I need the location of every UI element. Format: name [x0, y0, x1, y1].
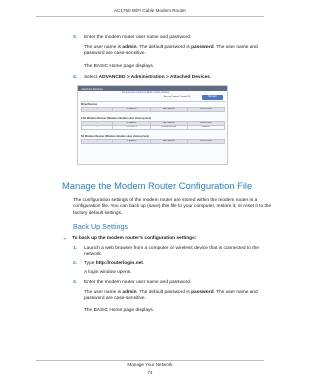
column-header: #: [82, 140, 113, 144]
step-number: 3.: [73, 280, 78, 285]
username-value: admin: [122, 45, 137, 50]
table-cell: Device-01: [187, 126, 224, 130]
step-info: The BASIC Home page displays.: [84, 64, 155, 69]
wired-devices-title: Wired Devices: [81, 103, 98, 106]
info-text: . The default password is: [136, 45, 192, 50]
step-info: [84, 45, 270, 58]
column-header: IP Address: [113, 140, 150, 144]
task-arrow-icon: ➢: [63, 236, 67, 241]
column-header: IP Address: [113, 108, 150, 112]
column-header: MAC Address: [150, 108, 187, 112]
access-control-status: Access Control: Turned Off: [164, 96, 191, 98]
wifi5-devices-title: 5G Wireless Devices (Wireless intruders also show up here): [81, 135, 149, 138]
step-text-pre: Type: [84, 261, 96, 266]
wifi24-devices-title: 2.4G Wireless Devices (Wireless intruders also show up here): [81, 117, 151, 120]
info-text: . The default password is: [136, 290, 192, 295]
info-text: The user name is: [84, 45, 123, 50]
step-text: Enter the modem router user name and password.: [84, 280, 192, 285]
table-row[interactable]: [82, 126, 225, 130]
step-text-pre: Select: [84, 75, 99, 80]
column-header: #: [82, 122, 113, 126]
column-header: MAC Address: [150, 122, 187, 126]
step-text-post: .: [142, 261, 145, 266]
step-number: 3.: [73, 35, 78, 40]
step-text: [84, 261, 272, 267]
column-header: MAC Address: [150, 140, 187, 144]
step-number: 4.: [73, 75, 78, 80]
table-header-row: [82, 108, 225, 112]
refresh-label: Refresh: [208, 95, 217, 98]
column-header: Device Name: [187, 108, 224, 112]
wifi5-devices-table: [81, 139, 225, 144]
refresh-button[interactable]: [202, 95, 223, 100]
table-header-row: [82, 140, 225, 144]
info-text: The user name is: [84, 290, 123, 295]
step-text: Enter the modem router user name and password.: [84, 35, 192, 40]
step-info: The BASIC Home page displays.: [84, 308, 155, 313]
column-header: #: [82, 108, 113, 112]
section-intro: The configuration settings of the modem router are stored within the modem router in a configuration file. You can back up (save) this file to your computer, restore it, or reset it to the factory default settings.: [73, 198, 272, 216]
access-control-link[interactable]: Go to Access Control to allow or block devices: [122, 92, 170, 94]
wifi24-devices-table: [81, 121, 225, 130]
task-title: To back up the modem router’s configuration settings:: [72, 236, 197, 241]
subsection-heading: Back Up Settings: [73, 222, 129, 231]
footer-section: Manage Your Network: [127, 362, 173, 367]
column-header: IP Address: [113, 122, 150, 126]
divider: [81, 101, 225, 102]
wired-devices-table: [81, 107, 225, 112]
step-number: 2.: [73, 261, 78, 266]
password-value: password: [191, 45, 214, 50]
step-info: [84, 290, 270, 303]
section-heading: Manage the Modem Router Configuration File: [62, 180, 253, 191]
username-value: admin: [122, 290, 137, 295]
password-value: password: [191, 290, 214, 295]
footer-rule: [36, 360, 264, 361]
attached-devices-screenshot: [77, 85, 228, 165]
screenshot-title: Attached Devices: [81, 86, 103, 91]
page-header: AC1750 WiFi Cable Modem Router: [114, 8, 186, 13]
table-cell: 192.168.1.9: [113, 126, 150, 130]
page-number: 74: [147, 370, 153, 375]
menu-path: ADVANCED > Administration > Attached Devices: [98, 75, 210, 80]
screenshot-title-bar: [78, 86, 227, 91]
header-rule: [36, 16, 264, 17]
step-text: Launch a web browser from a computer or wireless device that is connected to the network.: [84, 246, 259, 258]
info-text: . The user name and password are case-sensitive.: [84, 45, 258, 57]
step-text: [84, 75, 274, 81]
table-cell: 1: [82, 126, 113, 130]
column-header: Device Name: [187, 140, 224, 144]
step-text-post: .: [209, 75, 212, 80]
table-cell: xx:xx:xx:xx:xx:xx: [150, 126, 187, 130]
column-header: Device Name: [187, 122, 224, 126]
login-url: http://routerlogin.net: [95, 261, 143, 266]
step-number: 1.: [73, 246, 78, 251]
step-info: A login window opens.: [84, 270, 132, 275]
info-text: . The user name and password are case-sensitive.: [84, 290, 258, 302]
